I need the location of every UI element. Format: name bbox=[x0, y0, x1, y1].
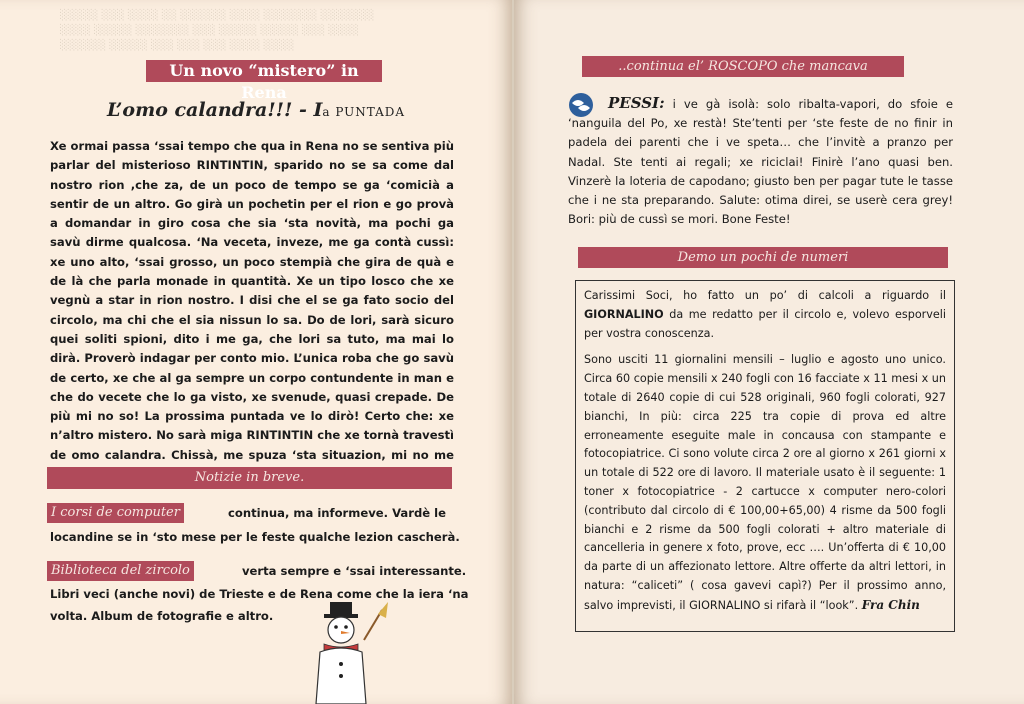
box-paragraph-1 bbox=[584, 287, 946, 343]
article-body: Xe ormai passa ‘ssai tempo che qua in Rena no se sentiva più parlar del misterioso RINTINTIN, sparido no se sa come dal nostro rion ,che za, de un poco de tempo se ga ‘comicià a sentir de un altro. Go girà un pochetin per el rion e go provà a domandar in giro cosa che sia ‘sta novità, ma pochi ga savù dirme qualcosa. ‘Na veceta, inveze, me ga contà cussì: xe uno alto, ‘ssai grosso, un poco stempià che gira de quà e de là che parla monade in quantità. Xe un tipo losco che xe vegnù a star in rion nostro. I disi che el se ga fato socio del circolo, ma chi che el sia nissun lo sa. Do de lori, sarà sicuro quei soliti spioni, dito i me ga, che lori sa tuto, ma mai lo dirà. Proverò indagar per conto mio. L’unica roba che go savù de certo, xe che al ga sempre un corpo contundente in man e che do vecete che lo ga visto, xe svenude, quasi crepade. De più mi no so! La prossima puntada ve lo dirò! Certo che: xe n’altro mistero. No sarà miga RINTINTIN che xe tornà travestì de omo calandra. Chissà, me spuza ‘sta situazion, mi no me bbox=[50, 139, 454, 462]
box-p2-text: Sono usciti 11 giornalini mensili – luglio e agosto uno unico. Circa 60 copie mensili x 240 fogli con 16 facciate x 11 mesi x un totale di 2640 copie di cui 528 originali, 960 fogli colorati, 927 bianchi, In più: circa 225 tra copie di prova ed altre erroneamente eseguite male in concausa con stampante e fotocopiatrice. Ci sono volute circa 2 ore al giorno x 261 giorni x un totale di 522 ore di lavoro. Il materiale usato è il seguente: 1 toner x fotocopiatrice - 2 cartucce x computer nero-colori (contributo dal circolo di € 100,00+65,00) 4 risme da 500 fogli bianchi e 2 risme da 500 fogli colorati + altro materiale di cancelleria in genere x foto, prove, ecc …. Un’offerta di € 10,00 da parte di un affezionato lettore. Altre offerte da altri lettori, in natura: “caliceti” ( cosa gavevi capì?) Per il prossimo anno, salvo imprevisti, il GIORNALINO si rifarà il “look”. bbox=[584, 353, 946, 612]
snowman-illustration bbox=[300, 600, 390, 704]
biblio-text-2: Libri veci (anche novi) de Trieste e de Rena come che la iera ‘na bbox=[50, 587, 469, 601]
puntata-label: a PUNTADA bbox=[322, 105, 406, 119]
biblio-text-3: volta. Album de fotografie e altro. bbox=[50, 609, 274, 623]
subtitle-text: L’omo calandra!!! - I bbox=[107, 99, 323, 121]
numeri-box bbox=[575, 280, 955, 632]
article-title: Un novo “mistero” in Rena bbox=[146, 60, 382, 82]
notizie-heading: Notizie in breve. bbox=[47, 467, 452, 489]
numeri-heading: Demo un pochi de numeri bbox=[578, 247, 948, 268]
box-p1-text-c: da me redatto per il circolo e, volevo esporveli per vostra conoscenza. bbox=[584, 307, 946, 340]
biblio-label: Biblioteca del zircolo bbox=[47, 561, 194, 581]
signature: Fra Chin bbox=[861, 597, 920, 612]
pessi-text: i ve gà isolà: solo ribalta-vapori, do sfoie e ‘nanguila del Po, xe restà! Ste’tenti per ‘ste feste de no finir in padela dei parenti che i ve speta… che l’invitè a pranzo per Nadal. Ste tenti ai regali; xe riciclai! Finirè l’ano quasi ben. Vinzerè la loteria de capodano; giusto ben per pagar tute le tasse che i ne sta preparando. Salute: otima direi, se userè cera grey! Bori: più de cussì se mori. Bone Feste! bbox=[568, 97, 953, 227]
corsi-text-2: locandine se in ‘sto mese per le feste qualche lezion cascherà. bbox=[50, 530, 460, 544]
box-p1-text-a: Carissimi Soci, ho fatto un po’ di calcoli a riguardo il bbox=[584, 289, 946, 302]
pessi-label: PESSI: bbox=[608, 94, 665, 112]
pessi-horoscope bbox=[568, 94, 953, 229]
continua-heading: ..continua el’ ROSCOPO che mancava bbox=[582, 56, 904, 77]
article-subtitle bbox=[107, 99, 405, 121]
box-p1-giornalino: GIORNALINO bbox=[584, 307, 664, 321]
corsi-label: I corsi de computer bbox=[47, 503, 184, 523]
box-paragraph-2 bbox=[584, 351, 946, 615]
corsi-text-1: continua, ma informeve. Vardè le bbox=[228, 506, 446, 520]
bleed-through-text: ░░░░░ ░░░ ░░░░ ░░ ░░░░░░ ░░░░ ░░░░░░░ ░░░░░░░ ░░░░ ░░░░░ ░░░░░░░ ░░░ ░░░░░ ░░░░░ ░░░ ░░░░ ░░░░░░ ░░░░░ ░░░ ░░░ ░░░ ░░░░ ░░░░ bbox=[60, 10, 375, 51]
biblio-text-1: verta sempre e ‘ssai interessante. bbox=[242, 564, 467, 578]
